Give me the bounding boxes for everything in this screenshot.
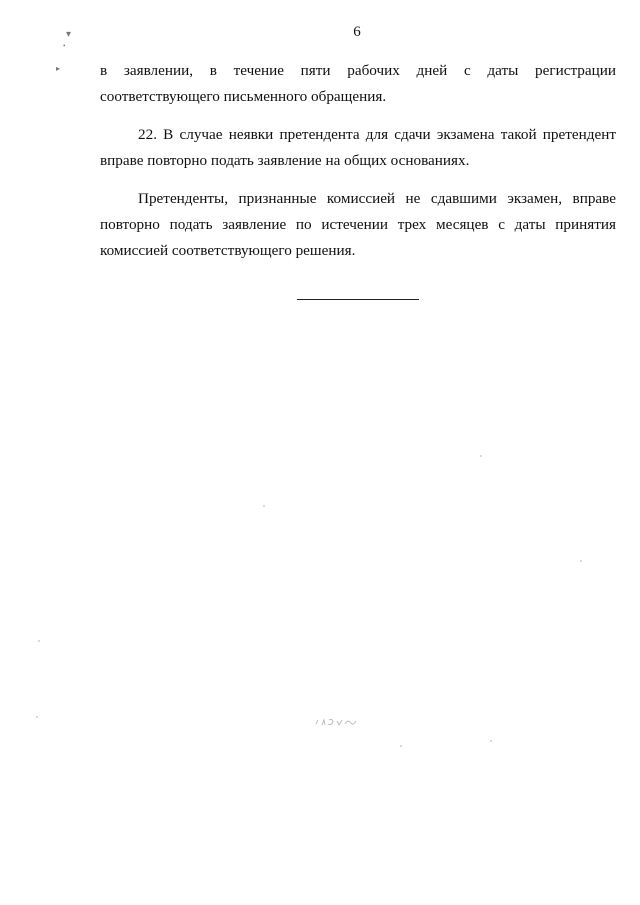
scan-speck (36, 716, 38, 718)
scan-artifact-mark: ▸ (56, 64, 61, 73)
end-of-text-rule (297, 299, 419, 300)
paragraph-continuation: в заявлении, в течение пяти рабочих дней с даты регистрации соответствующего письменного обращения. (100, 62, 616, 105)
document-body (100, 58, 616, 276)
scan-speck (38, 640, 40, 642)
scan-speck (490, 740, 492, 742)
scan-speck (480, 455, 482, 457)
scan-artifact-mark: • (63, 42, 66, 50)
scan-speck (400, 745, 402, 747)
paragraph-reapplication: Претенденты, признанные комиссией не сдавшими экзамен, вправе повторно подать заявление по истечении трех месяцев с даты принятия комиссией соответствующего решения. (100, 190, 616, 259)
faint-stamp-smudge (314, 716, 360, 728)
scan-artifact-mark: ▾ (66, 29, 72, 40)
paragraph-item-22: 22. В случае неявки претендента для сдачи экзамена такой претендент вправе повторно подать заявление на общих основаниях. (100, 126, 616, 169)
scan-speck (580, 560, 582, 562)
page-number: 6 (353, 24, 361, 40)
scan-speck (263, 505, 265, 507)
